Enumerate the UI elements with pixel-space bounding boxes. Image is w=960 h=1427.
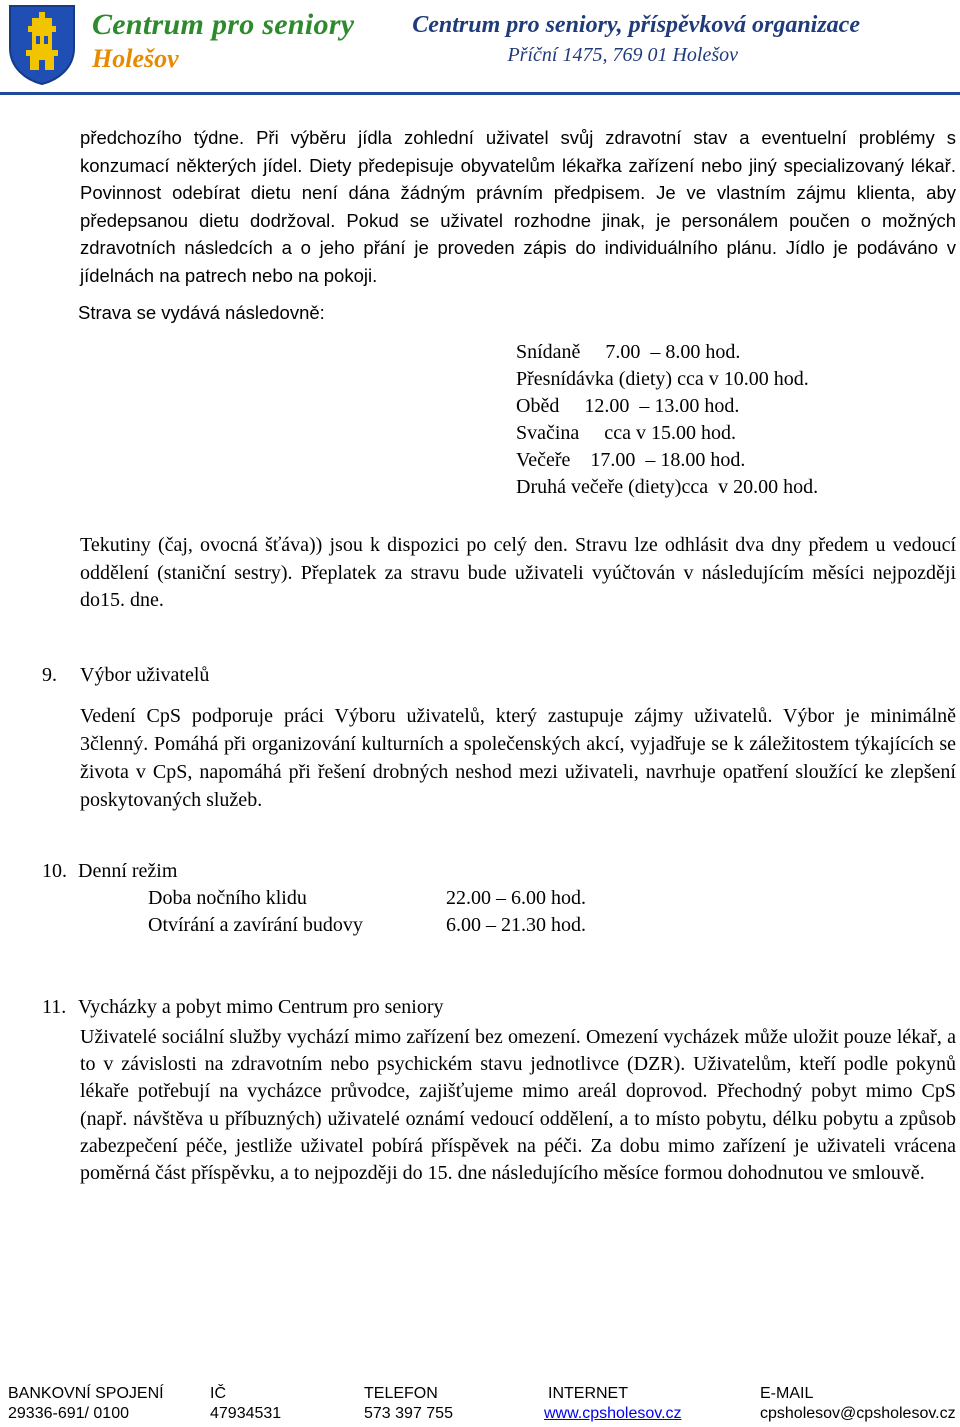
meal-schedule-intro: Strava se vydává následovně: xyxy=(78,302,325,323)
section-title: Vycházky a pobyt mimo Centrum pro seniory xyxy=(78,996,444,1018)
footer-website-link[interactable]: www.cpsholesov.cz xyxy=(544,1405,682,1422)
brand-name: Centrum pro seniory xyxy=(92,8,355,41)
section-body: Vedení CpS podporuje práci Výboru uživatelů, který zastupuje zájmy uživatelů. Výbor je minimálně 3členný. Pomáhá při organizování kulturních a společenských akcí, vyjadřuje se k záležitostem týkajících se života v CpS, napomáhá při řešení drobných neshod mezi uživateli, navrhuje opatření sloužící ke zlepšení poskytovaných služeb. xyxy=(80,705,956,811)
organization-address: Příční 1475, 769 01 Holešov xyxy=(507,44,738,66)
section-number: 9. xyxy=(42,664,57,686)
section-number: 11. xyxy=(42,996,67,1018)
meal-item: Večeře 17.00 – 18.00 hod. xyxy=(516,449,746,471)
meal-item: Druhá večeře (diety)cca v 20.00 hod. xyxy=(516,476,819,498)
footer-email-value: cpsholesov@cpsholesov.cz xyxy=(760,1405,956,1422)
section-number: 10. xyxy=(42,860,67,882)
intro-paragraph: předchozího týdne. Při výběru jídla zohlední uživatel svůj zdravotní stav a eventuelní problémy s konzumací některých jídel. Diety předepisuje obyvatelům lékařka zařízení nebo jiný specializovaný lékař. Povinnost odebírat dietu není dána žádným právním předpisem. Je ve vlastním zájmu klienta, aby předepsanou dietu dodržoval. Pokud se uživatel rozhodne jinak, je personálem poučen o možných zdravotních následcích a o jeho přání je proveden zápis do individuálního plánu. Jídlo je podáváno v jídelnách na patrech nebo na pokoji. xyxy=(80,127,956,286)
daily-regime-value: 6.00 – 21.30 hod. xyxy=(446,914,586,936)
footer-bank-label: BANKOVNÍ SPOJENÍ xyxy=(8,1385,164,1402)
footer-web-label: INTERNET xyxy=(548,1385,628,1402)
coat-of-arms-icon xyxy=(8,4,76,86)
footer-phone-label: TELEFON xyxy=(364,1385,438,1402)
footer-phone-value: 573 397 755 xyxy=(364,1405,453,1422)
liquids-paragraph: Tekutiny (čaj, ovocná šťáva)) jsou k dispozici po celý den. Stravu lze odhlásit dva dny předem u vedoucí oddělení (staniční sestry). Přeplatek za stravu bude uživateli vyúčtován v následujícím měsíci nejpozději do15. dne. xyxy=(80,534,956,611)
daily-regime-value: 22.00 – 6.00 hod. xyxy=(446,887,586,909)
footer-ic-label: IČ xyxy=(210,1385,226,1402)
section-body: Uživatelé sociální služby vychází mimo zařízení bez omezení. Omezení vycházek může uložit pouze lékař, a to v závislosti na zdravotním nebo psychickém stavu jednotlivce (DZR). Uživatelům, kteří podle pokynů lékaře potřebují na vycházce průvodce, zajišťujeme mimo areál doprovod. Přechodný pobyt mimo CpS (např. návštěva u příbuzných) uživatelé oznámí vedoucí oddělení, a to místo pobytu, délku pobytu a způsob zabezpečení péče, jestliže uživatel pobírá příspěvek na péči. Za dobu mimo zařízení je uživateli vrácena poměrná část příspěvku, a to nejpozději do 15. dne následujícího měsíce formou dohodnutou ve smlouvě. xyxy=(80,1026,956,1185)
brand-town: Holešov xyxy=(92,44,179,73)
section-title: Výbor uživatelů xyxy=(80,664,210,686)
daily-regime-label: Doba nočního klidu xyxy=(148,887,307,909)
meal-item: Přesnídávka (diety) cca v 10.00 hod. xyxy=(516,368,809,390)
footer-ic-value: 47934531 xyxy=(210,1405,282,1422)
header-divider xyxy=(0,92,960,95)
meal-item: Snídaně 7.00 – 8.00 hod. xyxy=(516,341,741,363)
footer-email-label: E-MAIL xyxy=(760,1385,814,1402)
organization-name: Centrum pro seniory, příspěvková organizace xyxy=(412,12,860,38)
section-title: Denní režim xyxy=(78,860,178,882)
meal-item: Oběd 12.00 – 13.00 hod. xyxy=(516,395,740,417)
meal-item: Svačina cca v 15.00 hod. xyxy=(516,422,736,444)
daily-regime-label: Otvírání a zavírání budovy xyxy=(148,914,363,936)
footer-bank-value: 29336-691/ 0100 xyxy=(8,1405,129,1422)
